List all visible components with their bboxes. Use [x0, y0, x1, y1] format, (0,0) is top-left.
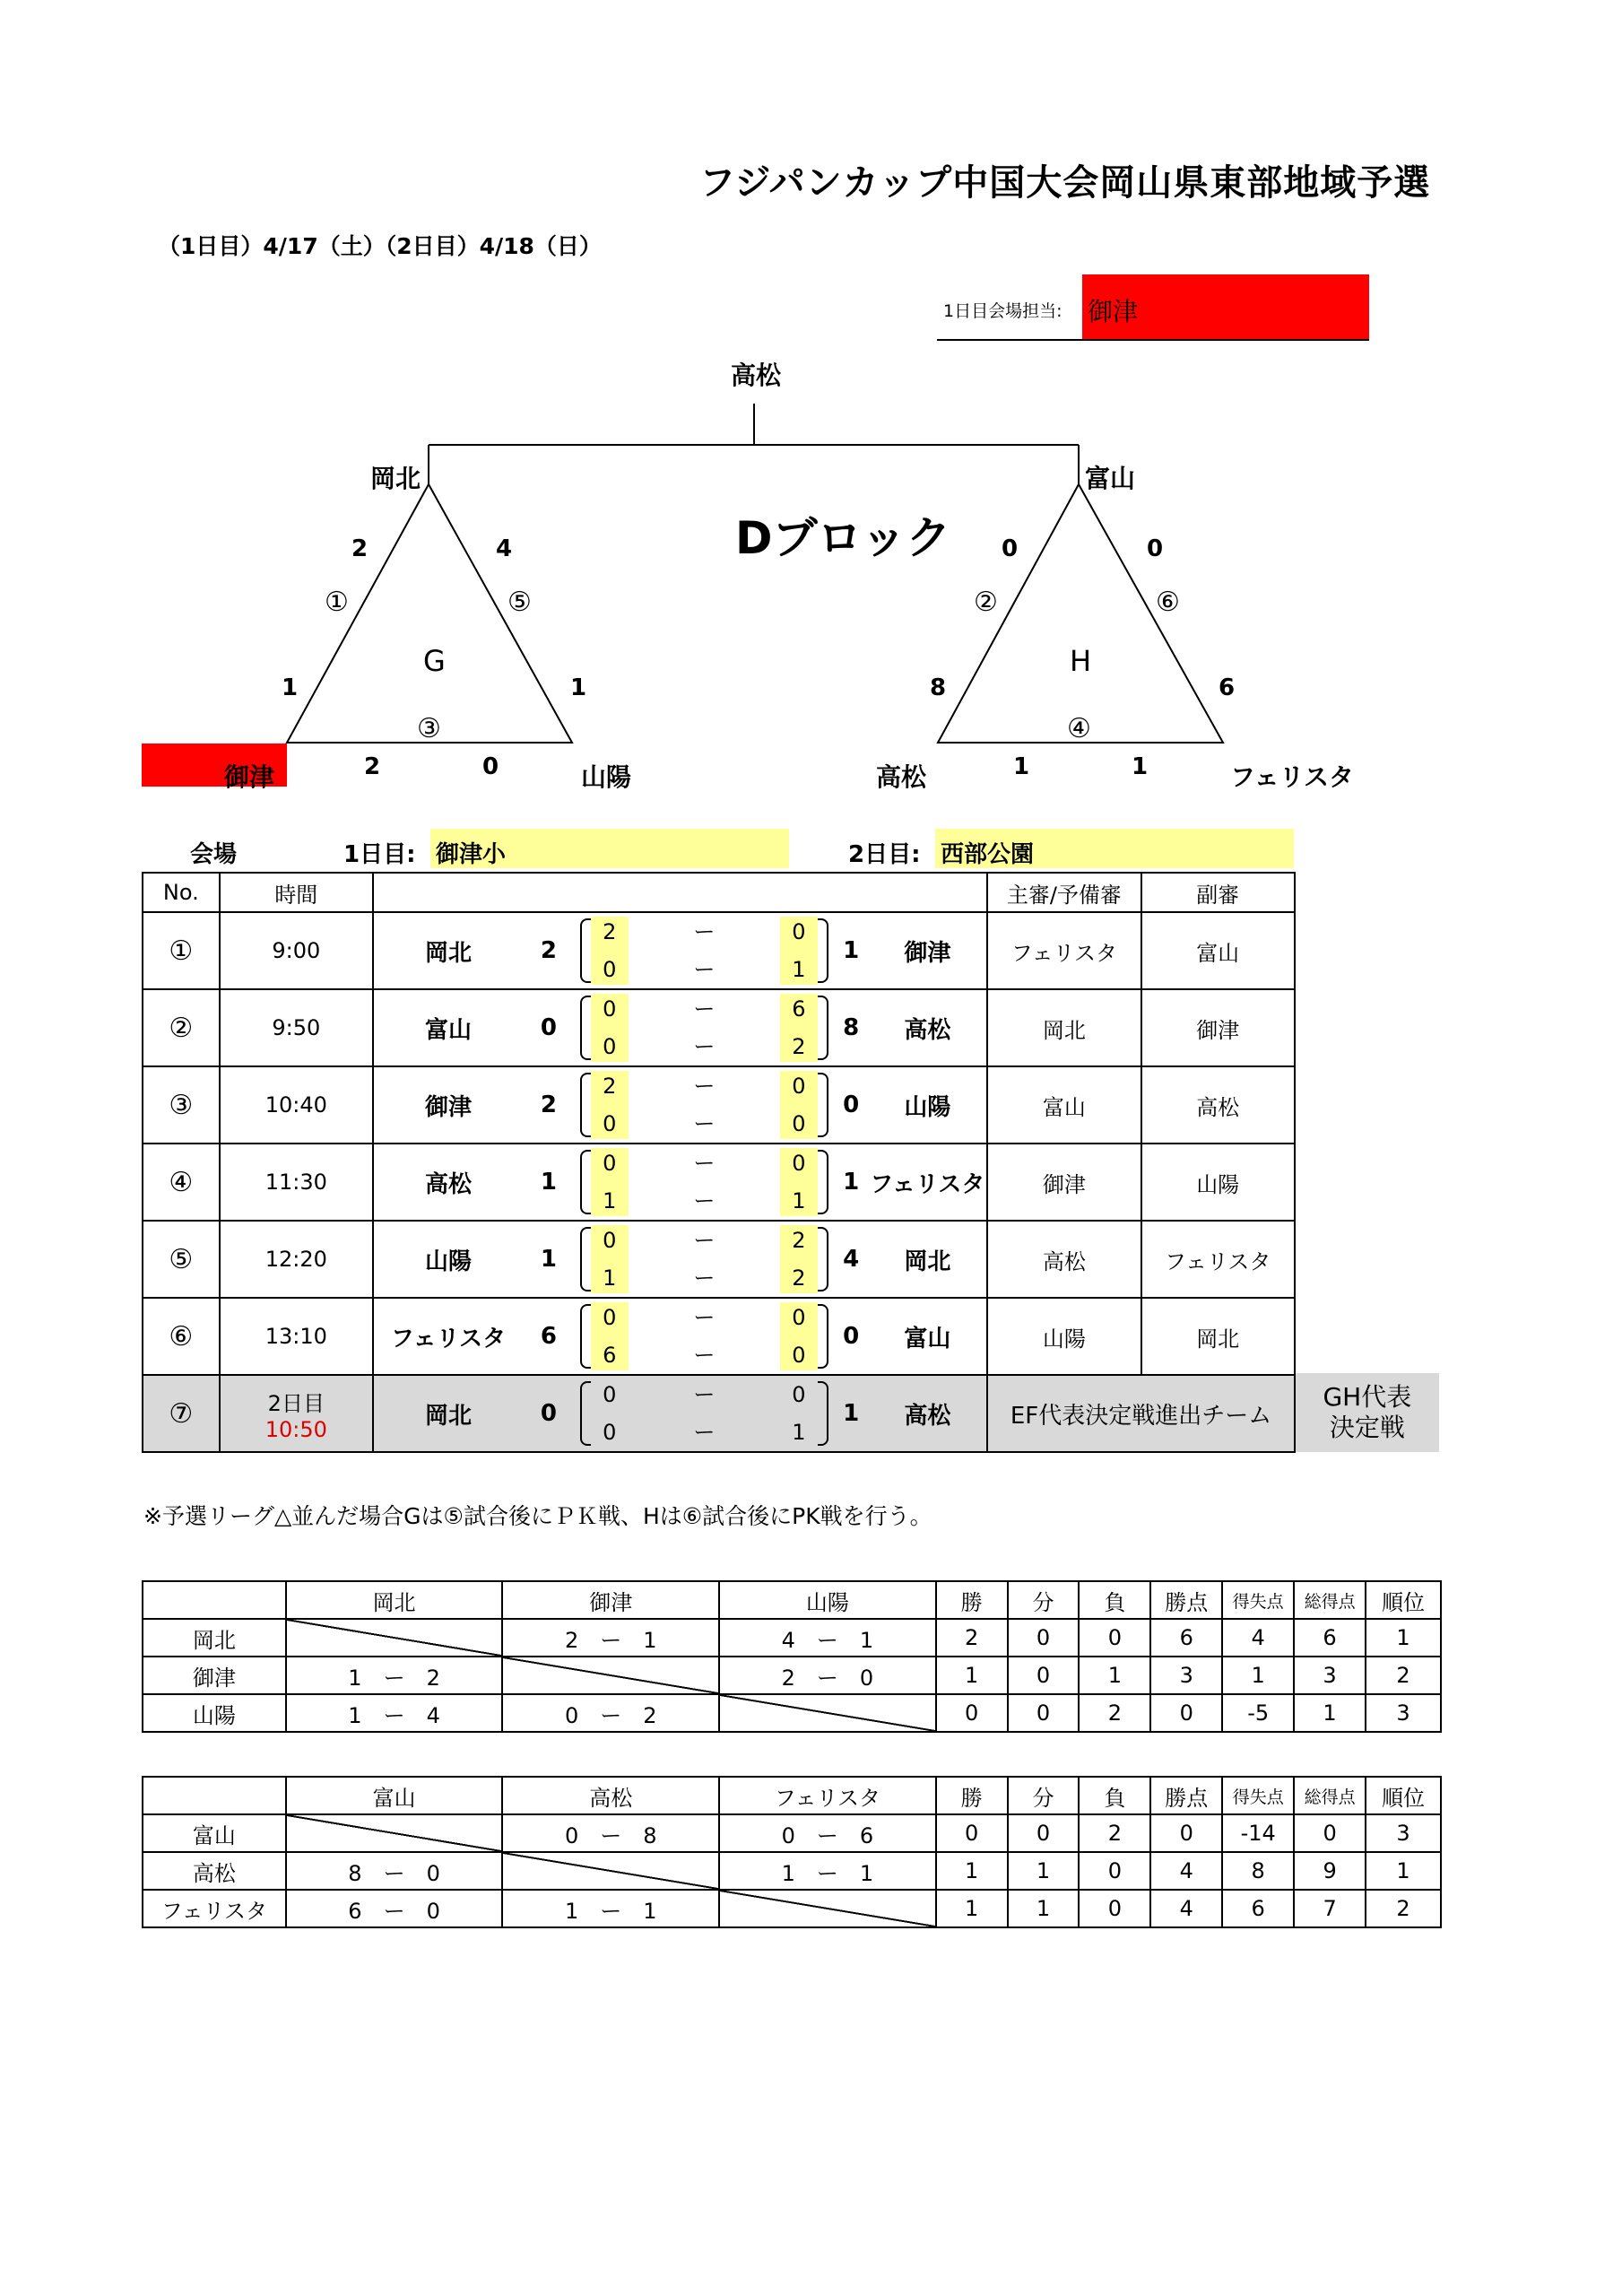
standings-header: 勝点	[1150, 1581, 1222, 1619]
result-vs-2	[502, 1852, 719, 1890]
match-time: 10:40	[220, 1066, 373, 1144]
away-team: 山陽	[868, 1066, 987, 1144]
standings-header: 勝	[936, 1777, 1008, 1814]
standings-header: 御津	[502, 1581, 719, 1619]
final-note: EF代表決定戦進出チーム	[987, 1375, 1295, 1452]
losses: 2	[1079, 1814, 1150, 1852]
standings-header	[143, 1581, 286, 1619]
schedule-header-row	[143, 873, 1296, 912]
losses: 0	[1079, 1619, 1150, 1657]
referee: 富山	[987, 1066, 1141, 1144]
standings-header: 勝点	[1150, 1777, 1222, 1814]
half-away-score: 6	[792, 996, 806, 1022]
goals-for: 0	[1294, 1814, 1366, 1852]
standings-header: 岡北	[286, 1581, 503, 1619]
half-dash: ー	[693, 1188, 716, 1213]
group-h-score: 6	[1219, 674, 1236, 701]
half-away-score: 1	[792, 1188, 806, 1213]
half-dash: ー	[693, 1382, 716, 1407]
rank: 2	[1366, 1890, 1441, 1927]
result-vs-1: 1 ー 4	[286, 1694, 503, 1732]
result-vs-2: 0 ー 2	[502, 1694, 719, 1732]
group-h-label: H	[1070, 644, 1092, 678]
header-assistant: 副審	[1141, 873, 1295, 912]
wins: 1	[936, 1657, 1008, 1694]
venue-day1-label: 1日目:	[343, 841, 416, 868]
standings-row	[143, 1852, 1441, 1890]
home-team: 御津	[373, 1066, 523, 1144]
team-name: 高松	[143, 1852, 286, 1890]
group-g-score: 2	[351, 535, 369, 562]
half-score-line	[575, 1259, 834, 1297]
half-score-line	[575, 1336, 834, 1374]
schedule-row	[143, 1221, 1296, 1298]
schedule-row	[143, 1298, 1296, 1375]
referee: 山陽	[987, 1298, 1141, 1375]
half-score-line	[575, 1376, 834, 1413]
standings-header: 順位	[1366, 1581, 1441, 1619]
half-dash: ー	[693, 1343, 716, 1368]
half-home-score: 0	[603, 1111, 617, 1136]
half-score-line	[575, 1144, 834, 1182]
goal-difference: 4	[1222, 1619, 1294, 1657]
standings-row	[143, 1890, 1441, 1927]
final-time: 10:50	[265, 1416, 327, 1442]
home-total: 6	[523, 1298, 575, 1375]
home-total: 0	[523, 1375, 575, 1452]
away-total: 4	[834, 1221, 869, 1298]
half-away-score: 0	[792, 1074, 806, 1099]
home-total: 2	[523, 1066, 575, 1144]
away-total: 1	[834, 1375, 869, 1452]
standings-row	[143, 1619, 1441, 1657]
half-home-score: 0	[603, 1305, 617, 1330]
result-vs-3	[719, 1694, 936, 1732]
rank: 3	[1366, 1814, 1441, 1852]
block-label: Dブロック	[735, 512, 951, 564]
standings-header	[143, 1777, 286, 1814]
standings-header: 負	[1079, 1581, 1150, 1619]
half-home-score: 1	[603, 1188, 617, 1213]
draws: 1	[1008, 1890, 1080, 1927]
half-away-score: 0	[792, 919, 806, 944]
standings-header: 総得点	[1294, 1581, 1366, 1619]
match-day: 2日目	[267, 1390, 325, 1416]
half-dash: ー	[693, 919, 716, 944]
home-team: 山陽	[373, 1221, 523, 1298]
away-team: 御津	[868, 912, 987, 989]
group-h-match-right: ⑥	[1156, 587, 1180, 618]
goal-difference: -14	[1222, 1814, 1294, 1852]
standings-header-row	[143, 1777, 1441, 1814]
match-number: ⑤	[143, 1221, 220, 1298]
venue-staff-value: 御津	[1088, 297, 1139, 326]
goal-difference: 1	[1222, 1657, 1294, 1694]
losses: 0	[1079, 1852, 1150, 1890]
draws: 0	[1008, 1657, 1080, 1694]
wins: 0	[936, 1814, 1008, 1852]
half-away-score: 1	[792, 1420, 806, 1445]
draws: 0	[1008, 1619, 1080, 1657]
draws: 0	[1008, 1694, 1080, 1732]
group-h-apex-team: 富山	[1085, 464, 1136, 493]
venue-staff-label: 1日目会場担当:	[943, 301, 1063, 321]
team-name: 御津	[143, 1657, 286, 1694]
away-team: 岡北	[868, 1221, 987, 1298]
home-team: 富山	[373, 989, 523, 1066]
match-number: ⑥	[143, 1298, 220, 1375]
header-match	[373, 873, 987, 912]
away-total: 1	[834, 1144, 869, 1221]
standings-header-row	[143, 1581, 1441, 1619]
schedule-table	[142, 872, 1412, 1453]
team-name: フェリスタ	[143, 1890, 286, 1927]
away-team: フェリスタ	[868, 1144, 987, 1221]
home-total: 0	[523, 989, 575, 1066]
match-score-cell	[575, 1221, 834, 1298]
half-home-score: 0	[603, 996, 617, 1022]
tiebreak-note: ※予選リーグ△並んだ場合Gは⑤試合後にＰＫ戦、Hは⑥試合後にPK戦を行う。	[143, 1503, 932, 1529]
draws: 1	[1008, 1852, 1080, 1890]
venue-day2-label: 2日目:	[848, 841, 921, 868]
assistant-referee: フェリスタ	[1141, 1221, 1295, 1298]
goal-difference: 8	[1222, 1852, 1294, 1890]
match-score-cell	[575, 1298, 834, 1375]
half-dash: ー	[693, 996, 716, 1022]
result-vs-3: 0 ー 6	[719, 1814, 936, 1852]
match-time	[220, 1375, 373, 1452]
page-title: フジパンカップ中国大会岡山県東部地域予選	[699, 162, 1431, 204]
goals-for: 6	[1294, 1619, 1366, 1657]
result-vs-2: 0 ー 8	[502, 1814, 719, 1852]
result-vs-1	[286, 1814, 503, 1852]
half-dash: ー	[693, 1111, 716, 1136]
half-dash: ー	[693, 1151, 716, 1176]
points: 6	[1150, 1619, 1222, 1657]
goals-for: 9	[1294, 1852, 1366, 1890]
away-team: 高松	[868, 1375, 987, 1452]
match-time: 11:30	[220, 1144, 373, 1221]
away-total: 0	[834, 1298, 869, 1375]
gh-line1: GH代表	[1323, 1382, 1412, 1412]
goals-for: 1	[1294, 1694, 1366, 1732]
schedule-row	[143, 912, 1296, 989]
group-g-match-left: ①	[325, 587, 349, 618]
points: 3	[1150, 1657, 1222, 1694]
half-home-score: 0	[603, 1420, 617, 1445]
header-no: No.	[143, 873, 220, 912]
half-home-score: 0	[603, 1151, 617, 1176]
gh-playoff-label	[1295, 1375, 1412, 1452]
half-away-score: 1	[792, 957, 806, 982]
half-away-score: 0	[792, 1305, 806, 1330]
group-h-match-bottom: ④	[1067, 713, 1091, 744]
half-away-score: 0	[792, 1343, 806, 1368]
draws: 0	[1008, 1814, 1080, 1852]
goals-for: 7	[1294, 1890, 1366, 1927]
half-away-score: 2	[792, 1228, 806, 1253]
venue-day2-value: 西部公園	[941, 841, 1035, 868]
group-h-left-team: 高松	[876, 762, 927, 792]
assistant-referee: 岡北	[1141, 1298, 1295, 1375]
standings-header: 分	[1008, 1777, 1080, 1814]
half-dash: ー	[693, 1265, 716, 1291]
match-number: ⑦	[143, 1375, 220, 1452]
group-h-right-team: フェリスタ	[1230, 762, 1355, 792]
away-total: 1	[834, 912, 869, 989]
half-away-score: 0	[792, 1111, 806, 1136]
half-dash: ー	[693, 957, 716, 982]
group-h-score: 8	[930, 674, 947, 701]
half-away-score: 2	[792, 1034, 806, 1059]
team-name: 岡北	[143, 1619, 286, 1657]
standings-row	[143, 1657, 1441, 1694]
points: 0	[1150, 1694, 1222, 1732]
half-away-score: 0	[792, 1151, 806, 1176]
half-score-line	[575, 1182, 834, 1220]
result-vs-2: 2 ー 1	[502, 1619, 719, 1657]
match-score-cell	[575, 1144, 834, 1221]
points: 4	[1150, 1890, 1222, 1927]
wins: 2	[936, 1619, 1008, 1657]
group-g-right-team: 山陽	[581, 762, 632, 792]
away-team: 富山	[868, 1298, 987, 1375]
standings-header: 山陽	[719, 1581, 936, 1619]
away-total: 8	[834, 989, 869, 1066]
standings-header: 富山	[286, 1777, 503, 1814]
half-home-score: 6	[603, 1343, 617, 1368]
schedule-row	[143, 1144, 1296, 1221]
away-team: 高松	[868, 989, 987, 1066]
result-vs-1: 6 ー 0	[286, 1890, 503, 1927]
group-h-score: 1	[1132, 753, 1149, 780]
result-vs-3: 4 ー 1	[719, 1619, 936, 1657]
half-home-score: 1	[603, 1265, 617, 1291]
referee: フェリスタ	[987, 912, 1141, 989]
group-g-label: G	[423, 644, 446, 678]
group-h-score: 0	[1147, 535, 1164, 562]
half-score-line	[575, 990, 834, 1028]
header-referee: 主審/予備審	[987, 873, 1141, 912]
losses: 0	[1079, 1890, 1150, 1927]
result-vs-1: 1 ー 2	[286, 1657, 503, 1694]
group-h-match-left: ②	[974, 587, 998, 618]
result-vs-3	[719, 1890, 936, 1927]
result-vs-2: 1 ー 1	[502, 1890, 719, 1927]
half-dash: ー	[693, 1034, 716, 1059]
assistant-referee: 山陽	[1141, 1144, 1295, 1221]
schedule-row	[143, 1066, 1296, 1144]
group-g-left-team: 御津	[224, 762, 275, 792]
half-score-line	[575, 1299, 834, 1336]
team-name: 富山	[143, 1814, 286, 1852]
team-name: 山陽	[143, 1694, 286, 1732]
half-dash: ー	[693, 1228, 716, 1253]
result-vs-1	[286, 1619, 503, 1657]
standings-header: 総得点	[1294, 1777, 1366, 1814]
half-dash: ー	[693, 1420, 716, 1445]
standings-header: 順位	[1366, 1777, 1441, 1814]
venue-label: 会場	[190, 841, 238, 868]
group-g-score: 4	[496, 535, 513, 562]
half-home-score: 2	[603, 1074, 617, 1099]
schedule-row-final	[143, 1375, 1296, 1452]
standings-table-h	[142, 1776, 1442, 1928]
group-g-score: 0	[482, 753, 499, 780]
wins: 1	[936, 1890, 1008, 1927]
standings-row	[143, 1694, 1441, 1732]
referee: 御津	[987, 1144, 1141, 1221]
standings-header: フェリスタ	[719, 1777, 936, 1814]
home-team: 高松	[373, 1144, 523, 1221]
half-dash: ー	[693, 1305, 716, 1330]
points: 0	[1150, 1814, 1222, 1852]
half-home-score: 0	[603, 1034, 617, 1059]
standings-header: 得失点	[1222, 1581, 1294, 1619]
half-home-score: 0	[603, 957, 617, 982]
venue-day1-value: 御津小	[436, 841, 507, 868]
match-score-cell	[575, 1375, 834, 1452]
half-dash: ー	[693, 1074, 716, 1099]
half-score-line	[575, 1067, 834, 1105]
standings-header: 高松	[502, 1777, 719, 1814]
match-score-cell	[575, 989, 834, 1066]
half-home-score: 0	[603, 1228, 617, 1253]
group-g-apex-team: 岡北	[370, 464, 421, 493]
match-number: ④	[143, 1144, 220, 1221]
result-vs-2	[502, 1657, 719, 1694]
gh-line2: 決定戦	[1329, 1413, 1405, 1442]
home-team: フェリスタ	[373, 1298, 523, 1375]
home-total: 2	[523, 912, 575, 989]
match-number: ①	[143, 912, 220, 989]
points: 4	[1150, 1852, 1222, 1890]
gh-playoff-box	[1296, 1373, 1439, 1452]
match-score-cell	[575, 1066, 834, 1144]
wins: 0	[936, 1694, 1008, 1732]
match-time: 12:20	[220, 1221, 373, 1298]
half-away-score: 0	[792, 1382, 806, 1407]
match-score-cell	[575, 912, 834, 989]
group-g-match-bottom: ③	[417, 713, 441, 744]
bracket-top-team: 高松	[731, 361, 782, 390]
standings-row	[143, 1814, 1441, 1852]
result-vs-3: 1 ー 1	[719, 1852, 936, 1890]
result-vs-1: 8 ー 0	[286, 1852, 503, 1890]
goals-for: 3	[1294, 1657, 1366, 1694]
half-score-line	[575, 1105, 834, 1143]
standings-header: 負	[1079, 1777, 1150, 1814]
referee: 岡北	[987, 989, 1141, 1066]
assistant-referee: 富山	[1141, 912, 1295, 989]
referee: 高松	[987, 1221, 1141, 1298]
match-time: 9:00	[220, 912, 373, 989]
losses: 1	[1079, 1657, 1150, 1694]
half-score-line	[575, 951, 834, 988]
match-number: ②	[143, 989, 220, 1066]
away-total: 0	[834, 1066, 869, 1144]
tournament-dates: （1日目）4/17（土）（2日目）4/18（日）	[158, 233, 602, 259]
standings-header: 分	[1008, 1581, 1080, 1619]
group-h-score: 1	[1013, 753, 1030, 780]
rank: 1	[1366, 1852, 1441, 1890]
half-score-line	[575, 1222, 834, 1259]
assistant-referee: 高松	[1141, 1066, 1295, 1144]
wins: 1	[936, 1852, 1008, 1890]
assistant-referee: 御津	[1141, 989, 1295, 1066]
home-total: 1	[523, 1144, 575, 1221]
bracket-diagram	[0, 0, 1622, 807]
group-g-score: 2	[364, 753, 381, 780]
match-time: 13:10	[220, 1298, 373, 1375]
match-number: ③	[143, 1066, 220, 1144]
rank: 1	[1366, 1619, 1441, 1657]
standings-header: 得失点	[1222, 1777, 1294, 1814]
standings-table-g	[142, 1580, 1442, 1733]
losses: 2	[1079, 1694, 1150, 1732]
schedule-row	[143, 989, 1296, 1066]
goal-difference: 6	[1222, 1890, 1294, 1927]
group-h-score: 0	[1002, 535, 1019, 562]
half-away-score: 2	[792, 1265, 806, 1291]
group-g-score: 1	[282, 674, 299, 701]
standings-header: 勝	[936, 1581, 1008, 1619]
group-g-match-right: ⑤	[507, 587, 532, 618]
half-home-score: 2	[603, 919, 617, 944]
match-time: 9:50	[220, 989, 373, 1066]
half-score-line	[575, 1028, 834, 1065]
result-vs-3: 2 ー 0	[719, 1657, 936, 1694]
rank: 3	[1366, 1694, 1441, 1732]
home-team: 岡北	[373, 912, 523, 989]
goal-difference: -5	[1222, 1694, 1294, 1732]
half-score-line	[575, 913, 834, 951]
home-total: 1	[523, 1221, 575, 1298]
header-time: 時間	[220, 873, 373, 912]
half-score-line	[575, 1413, 834, 1451]
group-g-score: 1	[570, 674, 587, 701]
half-home-score: 0	[603, 1382, 617, 1407]
home-team: 岡北	[373, 1375, 523, 1452]
rank: 2	[1366, 1657, 1441, 1694]
